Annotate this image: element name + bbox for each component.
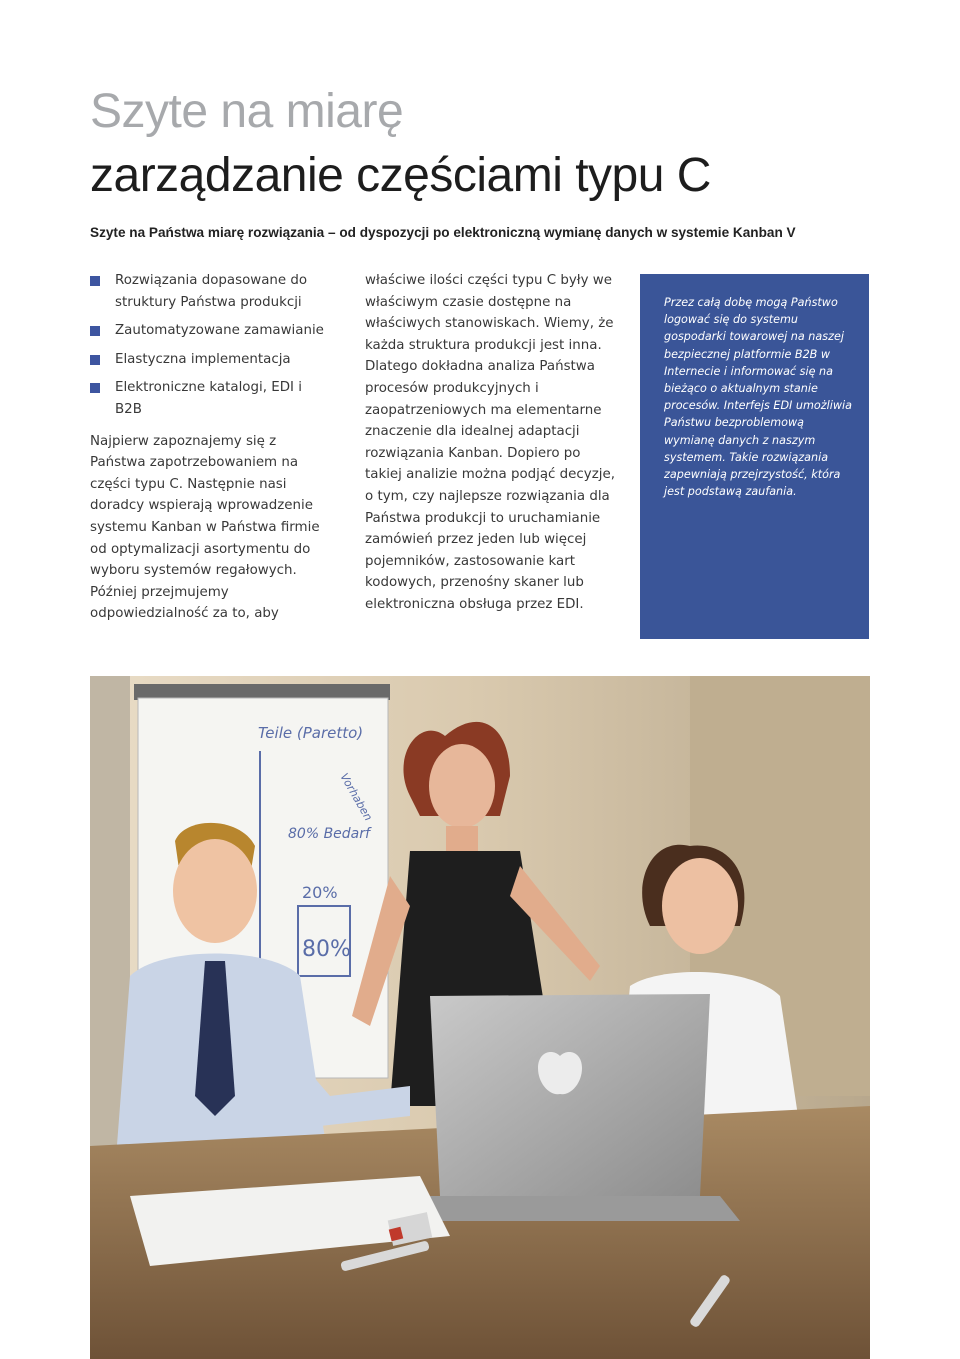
left-column (90, 270, 330, 625)
flipchart-label: 80% Bedarf (288, 826, 370, 842)
feature-item: Zautomatyzowane zamawianie (90, 320, 330, 342)
quote-box (640, 274, 869, 639)
flipchart-label: Vorhaben (337, 771, 375, 824)
bullet-square-icon (90, 383, 100, 393)
subtitle: Szyte na Państwa miarę rozwiązania – od dyspozycji po elektroniczną wymianę danych w systemie Kanban V (90, 225, 796, 240)
office-photo (90, 676, 870, 1359)
title-line-2: zarządzanie częściami typu C (90, 149, 711, 202)
feature-item: Rozwiązania dopasowane do struktury Państwa produkcji (90, 270, 330, 313)
body-paragraph-2: właściwe ilości części typu C były we właściwym czasie dostępne na właściwych stanowiskach. Wiemy, że każda struktura produkcji jest inna. Dlatego dokładna analiza Państwa procesów produkcyjnych i zaopatrzeniowych ma elementarne znaczenie dla idealnej adaptacji rozwiązania Kanban. Dopiero po takiej analizie można podjąć decyzje, o tym, czy najlepsze rozwiązania dla Państwa produkcji to uruchamianie zamówień przez jeden lub więcej pojemników, zastosowanie kart kodowych, przenośny skaner lub elektroniczna obsługa przez EDI. (365, 273, 615, 612)
feature-item: Elektroniczne katalogi, EDI i B2B (90, 377, 330, 420)
bullet-square-icon (90, 355, 100, 365)
flipchart-label: Teile (Paretto) (258, 724, 364, 742)
body-paragraph-1: Najpierw zapoznajemy się z Państwa zapotrzebowaniem na części typu C. Następnie nasi doradcy wspierają wprowadzenie systemu Kanban w Państwa firmie od optymalizacji asortymentu do wyboru systemów regałowych. Później przejmujemy odpowiedzialność za to, aby (90, 433, 320, 622)
bullet-square-icon (90, 326, 100, 336)
flipchart-label: 80% (302, 937, 351, 962)
photo-illustration (90, 676, 870, 1359)
feature-list (90, 270, 330, 421)
quote-text: Przez całą dobę mogą Państwo logować się do systemu gospodarki towarowej na naszej bezpiecznej platformie B2B w Internecie i informować się na bieżąco o aktualnym stanie procesów. Interfejs EDI umożliwia Państwu bezproblemową wymianę danych z naszym systemem. Takie rozwiązania zapewniają przejrzystość, która jest podstawą zaufania. (664, 296, 852, 499)
middle-column (365, 270, 615, 616)
title-line-1: Szyte na miarę (90, 85, 404, 138)
flipchart-label: 20% (302, 883, 338, 902)
bullet-square-icon (90, 276, 100, 286)
laptop (400, 994, 740, 1221)
feature-item: Elastyczna implementacja (90, 349, 330, 371)
